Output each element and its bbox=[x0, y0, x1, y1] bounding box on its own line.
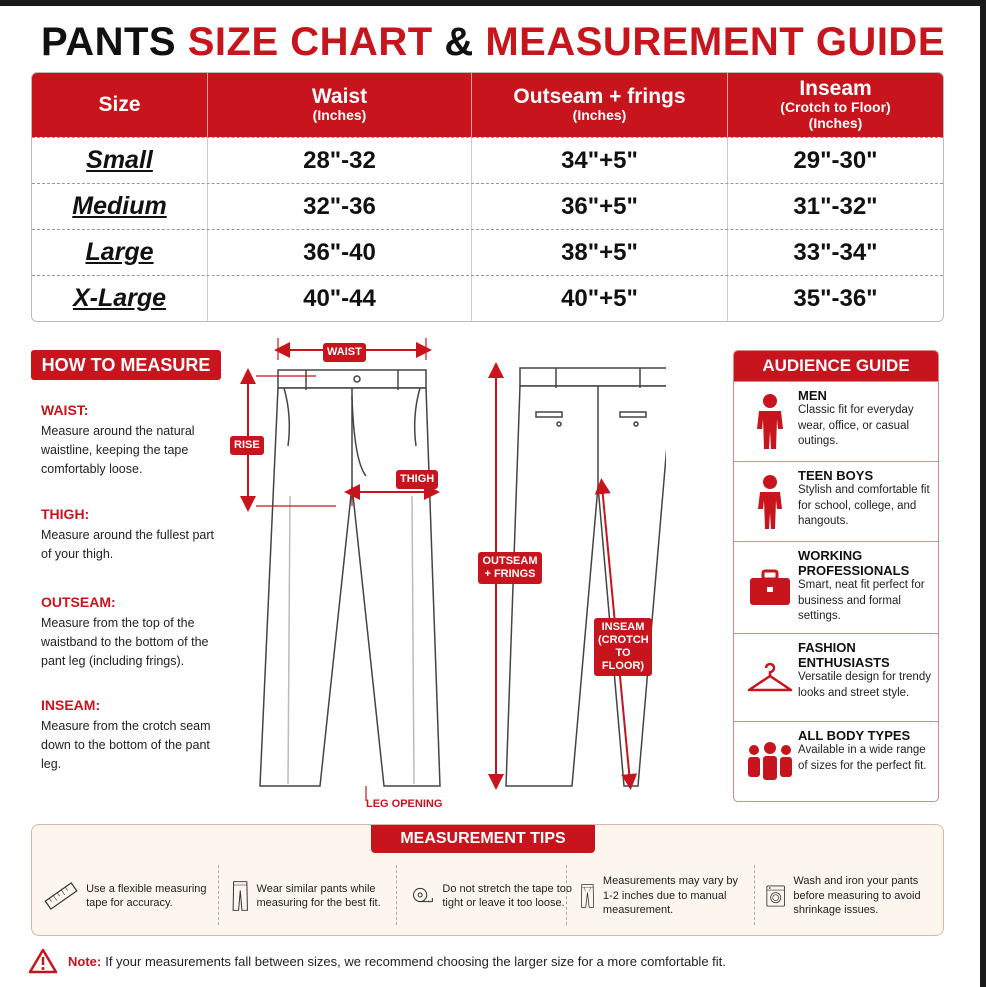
briefcase-icon bbox=[742, 548, 798, 627]
measure-desc: Measure from the crotch seam down to the bottom of the pant leg. bbox=[41, 719, 211, 771]
outseam-cell: 40"+5" bbox=[472, 276, 728, 321]
size-cell: X-Large bbox=[32, 276, 208, 321]
measure-outseam bbox=[41, 594, 221, 671]
right-border bbox=[980, 0, 986, 987]
audience-guide bbox=[733, 350, 939, 802]
front-pants bbox=[260, 370, 440, 786]
inseam-cell: 31"-32" bbox=[793, 192, 878, 220]
hanger-icon bbox=[742, 640, 798, 715]
measure-title: WAIST: bbox=[41, 402, 89, 418]
measure-waist bbox=[41, 402, 221, 479]
tip-item: Do not stretch the tape too tight or leave it too loose. bbox=[412, 867, 572, 925]
waist-cell: 32"-36 bbox=[208, 184, 472, 229]
outseam-cell: 36"+5" bbox=[472, 184, 728, 229]
ruler-icon bbox=[44, 873, 78, 919]
note-text: If your measurements fall between sizes, we recommend choosing the larger size for a more comfortable fit. bbox=[105, 953, 726, 969]
header-size: Size bbox=[32, 73, 208, 137]
pants-icon bbox=[232, 868, 249, 924]
washing-machine-icon bbox=[766, 870, 785, 922]
inseam-cell: 35"-36" bbox=[793, 284, 878, 312]
header-inseam: Inseam (Crotch to Floor) (Inches) bbox=[780, 77, 891, 131]
measure-desc: Measure around the natural waistline, keeping the tape comfortably loose. bbox=[41, 424, 195, 476]
warning-icon bbox=[28, 948, 58, 974]
pants-illustration bbox=[226, 336, 666, 822]
leg-opening-label: LEG OPENING bbox=[366, 798, 443, 810]
tape-icon bbox=[412, 876, 434, 916]
size-chart-table bbox=[31, 72, 944, 322]
audience-item: FASHION ENTHUSIASTS Versatile design for trendy looks and street style. bbox=[734, 633, 938, 721]
tip-divider bbox=[396, 865, 397, 925]
inseam-cell: 33"-34" bbox=[793, 238, 878, 266]
how-to-measure-heading: HOW TO MEASURE bbox=[31, 350, 221, 380]
measure-title: THIGH: bbox=[41, 506, 90, 522]
outseam-tag: OUTSEAM + FRINGS bbox=[478, 552, 542, 584]
size-cell: Large bbox=[32, 230, 208, 275]
tip-item: Wear similar pants while measuring for the best fit. bbox=[232, 867, 392, 925]
teen-icon bbox=[742, 468, 798, 535]
waist-tag: WAIST bbox=[323, 343, 366, 362]
rise-tag: RISE bbox=[230, 436, 264, 455]
tip-divider bbox=[218, 865, 219, 925]
tip-item: Wash and iron your pants before measuring to avoid shrinkage issues. bbox=[766, 867, 938, 925]
pants-diagram bbox=[226, 336, 666, 822]
outseam-cell: 38"+5" bbox=[472, 230, 728, 275]
measure-desc: Measure around the fullest part of your thigh. bbox=[41, 528, 215, 561]
group-icon bbox=[742, 728, 798, 795]
audience-item: WORKING PROFESSIONALS Smart, neat fit perfect for business and formal settings. bbox=[734, 541, 938, 633]
header-outseam: Outseam + frings (Inches) bbox=[472, 73, 728, 137]
audience-item: TEEN BOYS Stylish and comfortable fit for school, college, and hangouts. bbox=[734, 461, 938, 541]
tip-divider bbox=[566, 865, 567, 925]
pants-outline-icon bbox=[580, 868, 595, 924]
audience-item: ALL BODY TYPES Available in a wide range of sizes for the perfect fit. bbox=[734, 721, 938, 801]
tip-divider bbox=[754, 865, 755, 925]
size-cell: Small bbox=[32, 138, 208, 183]
audience-item: MEN Classic fit for everyday wear, office, or casual outings. bbox=[734, 381, 938, 461]
tips-heading: MEASUREMENT TIPS bbox=[371, 825, 595, 853]
inseam-tag: INSEAM (CROTCH TO FLOOR) bbox=[594, 618, 652, 676]
measure-inseam bbox=[41, 697, 221, 774]
thigh-tag: THIGH bbox=[396, 470, 438, 489]
top-border bbox=[0, 0, 986, 6]
page-title: PANTS SIZE CHART & MEASUREMENT GUIDE bbox=[40, 20, 945, 64]
note-bar bbox=[28, 944, 958, 978]
inseam-cell: 29"-30" bbox=[793, 146, 878, 174]
man-icon bbox=[742, 388, 798, 455]
table-header-row bbox=[32, 73, 943, 137]
outseam-cell: 34"+5" bbox=[472, 138, 728, 183]
header-waist: Waist (Inches) bbox=[208, 73, 472, 137]
table-row bbox=[32, 229, 943, 275]
waist-cell: 36"-40 bbox=[208, 230, 472, 275]
note-label: Note: bbox=[68, 953, 102, 969]
waist-cell: 40"-44 bbox=[208, 276, 472, 321]
table-row bbox=[32, 137, 943, 183]
audience-heading: AUDIENCE GUIDE bbox=[734, 351, 938, 381]
measure-title: INSEAM: bbox=[41, 697, 101, 713]
measure-title: OUTSEAM: bbox=[41, 594, 116, 610]
tip-item: Measurements may vary by 1-2 inches due to manual measurement. bbox=[580, 867, 750, 925]
measurement-tips bbox=[31, 824, 944, 936]
measure-thigh bbox=[41, 506, 221, 564]
table-row bbox=[32, 183, 943, 229]
measure-desc: Measure from the top of the waistband to the bottom of the pant leg (including frings). bbox=[41, 616, 209, 668]
tip-item: Use a flexible measuring tape for accuracy. bbox=[44, 867, 214, 925]
table-row bbox=[32, 275, 943, 321]
waist-cell: 28"-32 bbox=[208, 138, 472, 183]
size-cell: Medium bbox=[32, 184, 208, 229]
